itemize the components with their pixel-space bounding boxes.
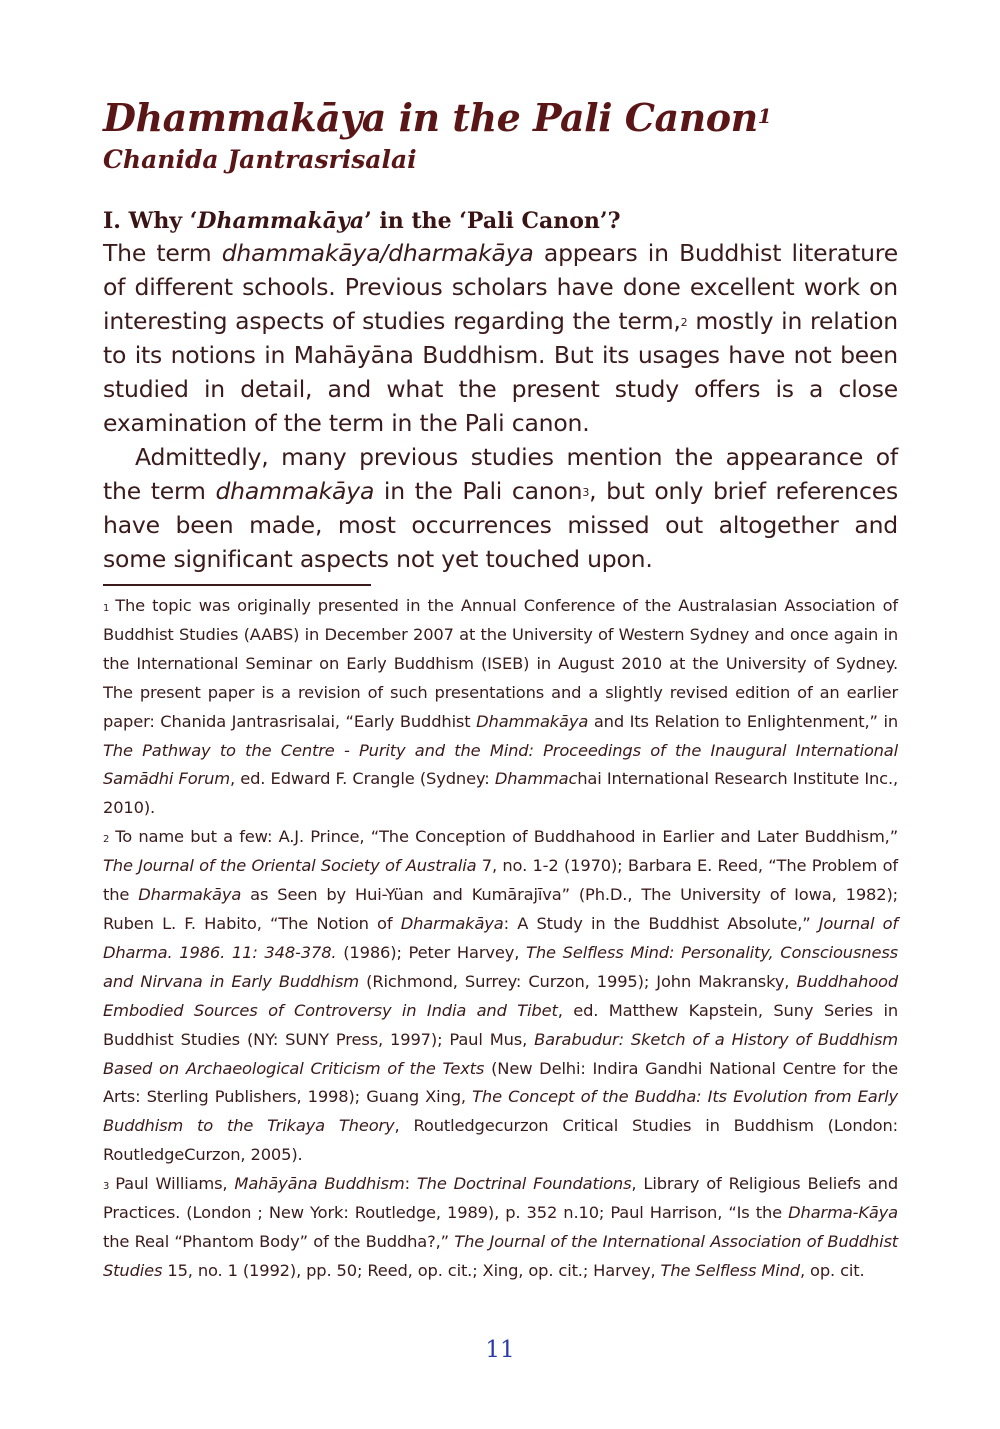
footnote-3-mark: 3	[103, 1181, 110, 1193]
footnote-3: $^3$ Paul Williams, Mahāyāna Buddhism: The Doctrinal Foundations, Library of Religious Beliefs and Practices. (London ; New York: Routledge, 1989), p. 352 n.10; Paul Harrison, “Is the Dharma-Kāya the Real “Phantom Body” of the Buddha?,” The Journal of the International Association of Buddhist Studies 15, no. 1 (1992), pp. 50; Reed, op. cit.; Xing, op. cit.; Harvey, The Selfless Mind, op. cit.	[103, 1174, 899, 1280]
section-heading-prefix: I. Why ‘	[103, 208, 198, 234]
author-name: Chanida Jantrasrisalai	[103, 145, 417, 174]
footnote-ref-3[interactable]: 3	[582, 486, 590, 499]
title-footnote-mark[interactable]: 1	[757, 104, 772, 128]
footnote-divider	[103, 584, 371, 586]
section-heading-italic: Dhammakāya	[197, 208, 365, 234]
body-paragraph-2: Admittedly, many previous studies mention the appearance of the term dhammakāya in the Pali canon$^3$, but only brief references have been made, most occurrences missed out altogether and some significant aspects not yet touched upon.	[103, 443, 898, 573]
page-title	[103, 96, 898, 140]
footnote-1-mark: 1	[103, 603, 110, 614]
page-content	[103, 96, 898, 1286]
section-heading	[103, 206, 898, 236]
footnote-1: $^1$ The topic was originally presented in the Annual Conference of the Australasian Association of Buddhist Studies (AABS) in December 2007 at the University of Western Sydney and once again in the International Seminar on Early Buddhism (ISEB) in August 2010 at the University of Sydney. The present paper is a revision of such presentations and a slightly revised edition of an earlier paper: Chanida Jantrasrisalai, “Early Buddhist Dhammakāya and Its Relation to Enlightenment,” in The Pathway to the Centre - Purity and the Mind: Proceedings of the Inaugural International Samādhi Forum, ed. Edward F. Crangle (Sydney: Dhammachai International Research Institute Inc., 2010).	[103, 596, 898, 818]
footnote-2-mark: 2	[103, 834, 110, 846]
page-number: 11	[485, 1337, 515, 1363]
title-text: Dhammakāya in the Pali Canon	[103, 95, 758, 140]
section-heading-suffix: ’ in the ‘Pali Canon’?	[364, 208, 621, 234]
footnote-ref-2[interactable]: 2	[680, 316, 688, 329]
body-paragraph-1: The term dhammakāya/dharmakāya appears in Buddhist literature of different schools. Previous scholars have done excellent work on interesting aspects of studies regarding the term,$^2$ mostly in relation to its notions in Mahāyāna Buddhism. But its usages have not been studied in detail, and what the present study offers is a close examination of the term in the Pali canon.	[103, 239, 898, 437]
footnote-2: $^2$ To name but a few: A.J. Prince, “The Conception of Buddhahood in Earlier and Later Buddhism,” The Journal of the Oriental Society of Australia 7, no. 1-2 (1970); Barbara E. Reed, “The Problem of the Dharmakāya as Seen by Hui-Yüan and Kumārajīva” (Ph.D., The University of Iowa, 1982); Ruben L. F. Habito, “The Notion of Dharmakāya: A Study in the Buddhist Absolute,” Journal of Dharma. 1986. 11: 348-378. (1986); Peter Harvey, The Selfless Mind: Personality, Consciousness and Nirvana in Early Buddhism (Richmond, Surrey: Curzon, 1995); John Makransky, Buddhahood Embodied Sources of Controversy in India and Tibet, ed. Matthew Kapstein, Suny Series in Buddhist Studies (NY: SUNY Press, 1997); Paul Mus, Barabudur: Sketch of a History of Buddhism Based on Archaeological Criticism of the Texts (New Delhi: Indira Gandhi National Centre for the Arts: Sterling Publishers, 1998); Guang Xing, The Concept of the Buddha: Its Evolution from Early Buddhism to the Trikaya Theory, Routledgecurzon Critical Studies in Buddhism (London: RoutledgeCurzon, 2005).	[103, 827, 899, 1165]
